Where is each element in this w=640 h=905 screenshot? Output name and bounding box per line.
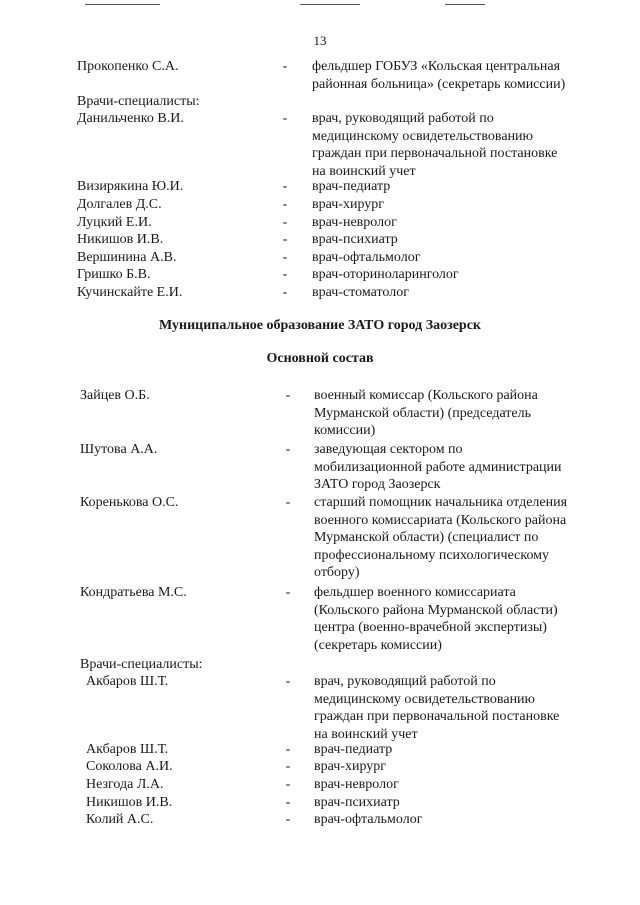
dash: - [285,585,291,600]
dash: - [282,179,288,194]
member-role: заведующая сектором по мобилизационной работе администрации ЗАТО город Заозерск [314,442,562,492]
dash: - [285,759,291,774]
member-name: Никишов И.В. [86,795,173,810]
section-subtitle: Основной состав [266,351,374,366]
member-role: врач-хирург [314,759,387,774]
specialists-label: Врачи-специалисты: [80,657,203,672]
dash: - [282,285,288,300]
member-role: фельдшер военного комиссариата (Кольского района Мурманской области) центра (военно-врачебной экспертизы) (секретарь комиссии) [314,585,558,653]
member-role: врач-стоматолог [312,285,409,300]
member-name: Соколова А.И. [86,759,173,774]
member-role: врач-невролог [314,777,399,792]
member-role: фельдшер ГОБУЗ «Кольская центральная районная больница» (секретарь комиссии) [312,59,566,92]
member-role: врач, руководящий работой по медицинскому освидетельствованию граждан при первоначальной постановке на воинский учет [312,111,558,179]
member-role: врач-педиатр [314,742,393,757]
dash: - [285,442,291,457]
member-name: Долгалев Д.С. [77,197,162,212]
dash: - [282,215,288,230]
dash: - [282,267,288,282]
member-name: Вершинина А.В. [77,250,177,265]
member-role: врач-психиатр [314,795,400,810]
member-role: врач-педиатр [312,179,391,194]
dash: - [285,812,291,827]
dash: - [285,674,291,689]
member-name: Кучинскайте Е.И. [77,285,183,300]
member-name: Акбаров Ш.Т. [86,674,169,689]
member-name: Коренькова О.С. [80,495,179,510]
dash: - [282,111,288,126]
top-scan-line [445,4,485,5]
member-role: врач-офтальмолог [312,250,421,265]
member-role: врач-невролог [312,215,397,230]
member-name: Гришко Б.В. [77,267,151,282]
dash: - [285,777,291,792]
dash: - [285,495,291,510]
dash: - [282,250,288,265]
member-name: Прокопенко С.А. [77,59,179,74]
member-role: военный комиссар (Кольского района Мурманской области) (председатель комиссии) [314,388,538,438]
member-role: врач, руководящий работой по медицинскому освидетельствованию граждан при первоначальной постановке на воинский учет [314,674,560,742]
section-title: Муниципальное образование ЗАТО город Заозерск [159,318,481,333]
dash: - [285,795,291,810]
member-name: Кондратьева М.С. [80,585,187,600]
top-scan-line [300,4,360,5]
member-name: Шутова А.А. [80,442,158,457]
member-name: Зайцев О.Б. [80,388,150,403]
member-name: Никишов И.В. [77,232,164,247]
member-name: Колий А.С. [86,812,154,827]
member-role: врач-психиатр [312,232,398,247]
member-role: врач-офтальмолог [314,812,423,827]
specialists-label: Врачи-специалисты: [77,94,200,109]
member-name: Акбаров Ш.Т. [86,742,169,757]
page-number: 13 [313,33,327,48]
dash: - [282,197,288,212]
member-role: врач-хирург [312,197,385,212]
dash: - [285,388,291,403]
member-name: Данильченко В.И. [77,111,184,126]
top-scan-line [85,4,160,5]
member-name: Незгода Л.А. [86,777,164,792]
member-role: врач-оториноларинголог [312,267,459,282]
member-name: Луцкий Е.И. [77,215,152,230]
dash: - [282,232,288,247]
member-name: Визирякина Ю.И. [77,179,184,194]
member-role: старший помощник начальника отделения военного комиссариата (Кольского района Мурманской области) (специалист по профессиональному психологическому отбору) [314,495,568,580]
dash: - [282,59,288,74]
dash: - [285,742,291,757]
